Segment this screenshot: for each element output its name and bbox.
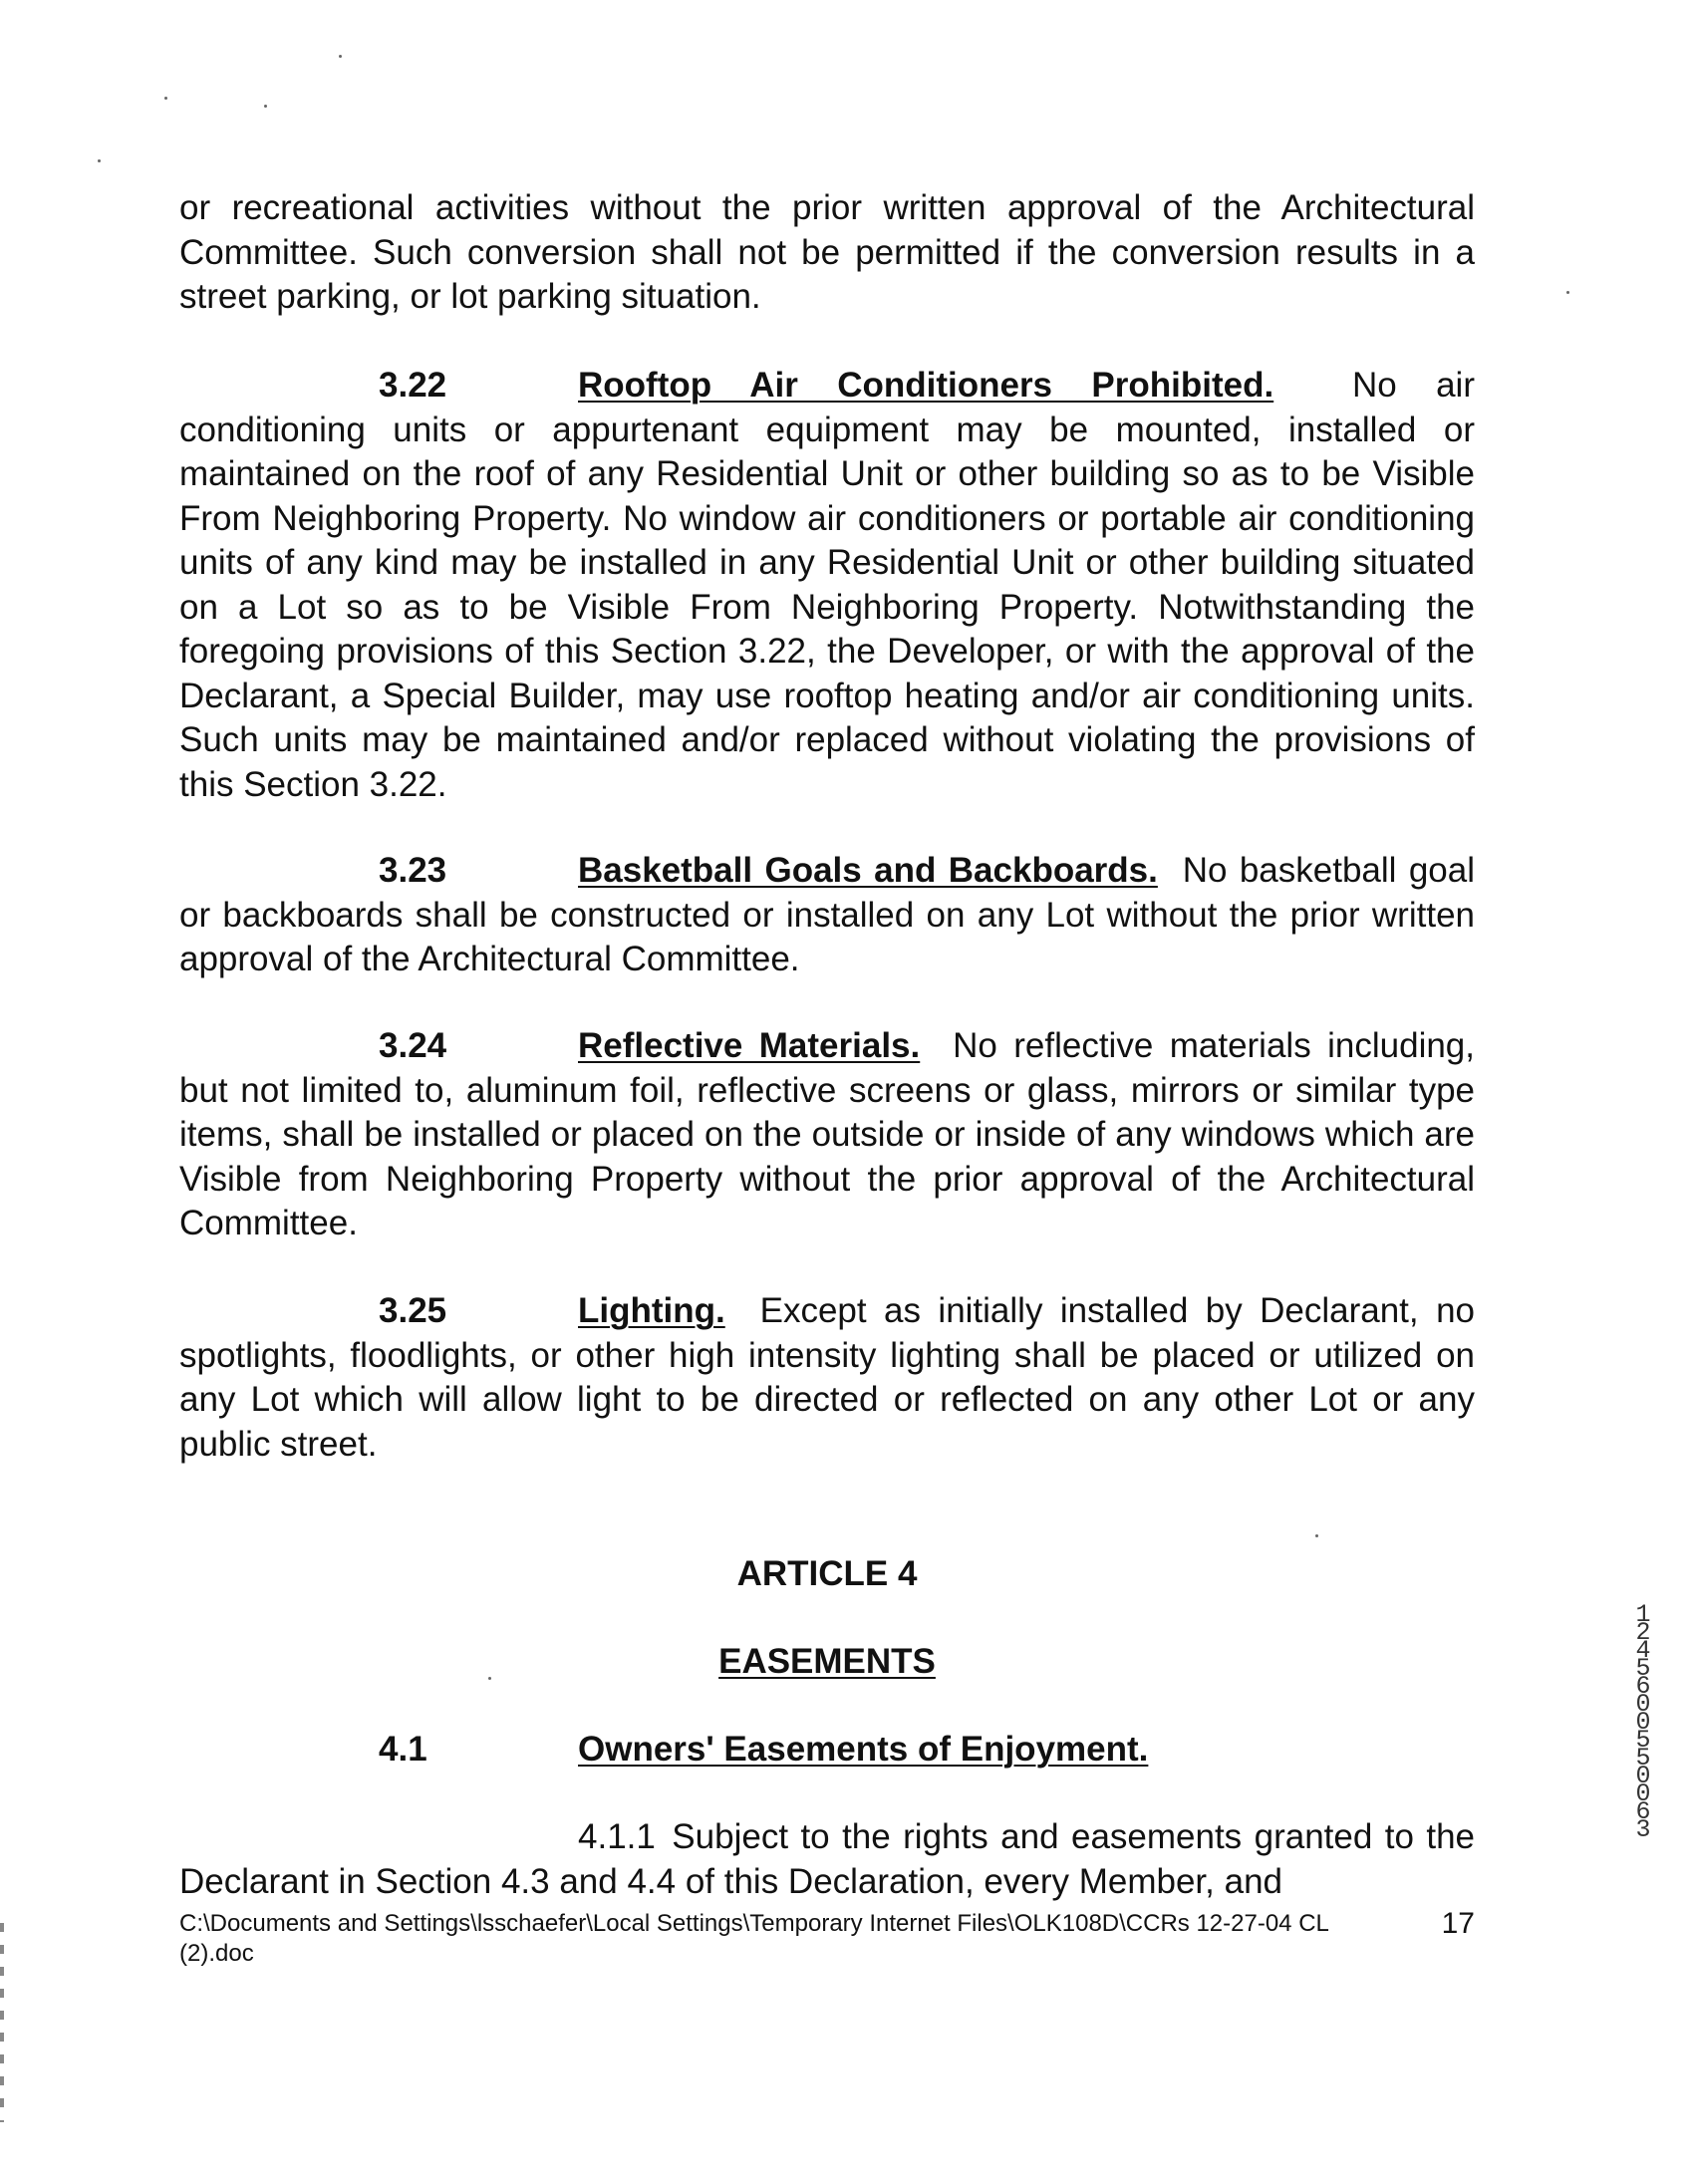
section-body: Except as initially installed by Declarant, no spotlights, floodlights, or other high intensity lighting shall be placed or utilized on any Lot which will allow light to be directed or reflected on any other Lot or any public street. [179,1291,1475,1464]
section-body: No air conditioning units or appurtenant equipment may be mounted, installed or maintained on the roof of any Residential Unit or other building so as to be Visible From Neighboring Property. No window air conditioners or portable air conditioning units of any kind may be installed in any Residential Unit or other building situated on a Lot so as to be Visible From Neighboring Property. Notwithstanding the foregoing provisions of this Section 3.22, the Developer, or with the approval of the Declarant, a Special Builder, may use rooftop heating and/or air conditioning units. Such units may be maintained and/or replaced without violating the provisions of this Section 3.22. [179,366,1475,804]
scan-speck [488,1677,491,1680]
subsection-title: Owners' Easements of Enjoyment. [578,1730,1149,1769]
section-3-25 [179,1289,1475,1467]
footer-file-path: C:\Documents and Settings\lsschaefer\Local Settings\Temporary Internet Files\OLK108D\CCRs 12-27-04 CL (2).doc [179,1910,1328,1967]
article-title [179,1642,1475,1682]
section-body: No basketball goal or backboards shall be constructed or installed on any Lot without the prior written approval of the Architectural Committee. [179,851,1476,978]
section-3-24 [179,1024,1475,1246]
section-number: 3.22 [379,366,447,405]
document-stamp: 1245600550063 [1635,1600,1651,1844]
section-title: Lighting. [578,1291,725,1330]
section-title: Basketball Goals and Backboards. [578,851,1158,890]
paragraph-4-1-1 [179,1815,1475,1904]
section-number: 3.24 [379,1026,447,1065]
section-3-22 [179,364,1475,807]
subsection-number: 4.1 [379,1730,427,1769]
scan-speck [98,159,101,162]
intro-paragraph: or recreational activities without the prior written approval of the Architectural Committee. Such conversion shall not be permitted if the conversion results in a street parking, or lot parking situation. [179,188,1475,316]
page-footer [179,1909,1475,1969]
scan-edge-marks [0,1923,4,2122]
section-number: 3.23 [379,851,447,890]
section-title: Rooftop Air Conditioners Prohibited. [578,366,1274,405]
section-3-23 [179,849,1475,982]
page-number: 17 [1441,1907,1475,1940]
article-title-text: EASEMENTS [718,1642,936,1681]
section-body: No reflective materials including, but not limited to, aluminum foil, reflective screens or glass, mirrors or similar type items, shall be installed or placed on the outside or inside of any windows which are Visible from Neighboring Property without the prior approval of the Architectural Committee. [179,1026,1475,1242]
scan-speck [1315,1534,1318,1537]
subsection-heading [379,1730,1148,1770]
scan-speck [264,105,267,108]
scan-speck [339,55,342,58]
paragraph-number: 4.1.1 [578,1817,656,1856]
scan-speck [1566,291,1569,294]
paragraph-body: Subject to the rights and easements granted to the Declarant in Section 4.3 and 4.4 of this Declaration, every Member, and [179,1817,1475,1901]
article-heading: ARTICLE 4 [736,1554,918,1593]
section-number: 3.25 [379,1291,447,1330]
scan-speck [164,97,167,100]
section-title: Reflective Materials. [578,1026,921,1065]
